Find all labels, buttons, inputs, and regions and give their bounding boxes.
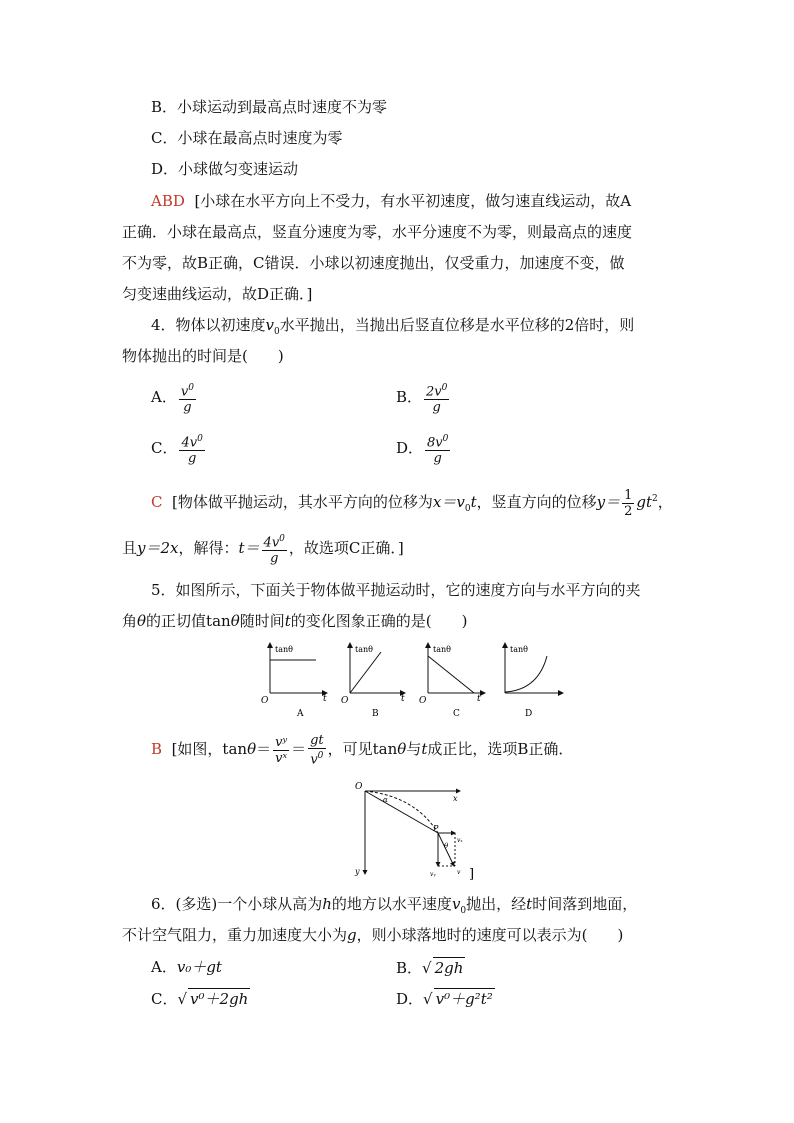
fraction: $\frac{v^0}{g}$ [180,382,194,416]
q5-stem-line1: 5．如图所示，下面关于物体做平抛运动时，它的速度方向与水平方向的夹 [151,581,641,599]
svg-text:y: y [355,867,360,876]
q3-option-c: C．小球在最高点时速度为零 [151,129,343,147]
option-label: B． [396,388,423,406]
svg-text:t: t [401,694,405,704]
q4-stem-text: 4．物体以初速度 [151,316,266,334]
svg-text:tanθ: tanθ [355,645,373,654]
q6-option-c: C．√ v⁰＋2gh [151,990,249,1008]
q6-option-b: B．√ 2gh [396,959,464,977]
q4-option-c [151,427,207,469]
q4-stem-line2: 物体抛出的时间是( ) [122,347,284,365]
graph-d-label: D [525,709,533,719]
q6-stem-line1: 6．(多选)一个小球从高为h的地方以水平速度$v_0$抛出，经t时间落到地面， [151,895,638,916]
graph-d [505,643,563,719]
fraction: $\frac{4v^0}{g}$ [263,533,285,567]
sqrt-sign: √ [177,990,188,1008]
sqrt-sign: √ [423,990,433,1008]
q5-projectile-diagram [345,776,485,886]
svg-text:t: t [477,694,481,704]
option-label: D． [396,439,424,457]
q4-option-b [396,376,451,418]
option-label: C． [151,439,178,457]
q3-explanation-line4: 匀变速曲线运动，故D正确．] [122,285,313,303]
svg-text:O: O [355,782,363,792]
q5-answer: B [151,740,163,758]
graph-c [419,643,485,719]
svg-text:O: O [341,696,349,706]
svg-text:tanθ: tanθ [433,645,451,654]
q3-option-d: D．小球做匀变速运动 [151,160,299,178]
svg-text:]: ] [469,867,475,882]
q5-graph-options [255,638,575,728]
q4-option-a [151,376,198,418]
v-symbol: v [265,316,275,334]
q4-stem-line1 [151,315,634,342]
svg-text:P: P [433,824,439,833]
svg-text:x: x [453,794,458,803]
fraction: $\frac{2v^0}{g}$ [426,382,448,416]
svg-text:vₓ: vₓ [457,837,463,844]
svg-text:v: v [457,869,461,876]
fraction: $\frac{4v^0}{g}$ [181,433,203,467]
q4-option-d [396,427,452,469]
svg-text:t: t [323,694,327,704]
q6-option-d: D．√ v⁰＋g²t² [396,990,493,1008]
subscript-0: 0 [274,327,280,337]
fraction: $\frac{8v^0}{g}$ [427,433,449,467]
sqrt-sign: √ [422,959,432,977]
fraction: $\frac{gt}{v^0}$ [310,732,324,768]
svg-text:O: O [419,696,427,706]
q5-explanation: B [如图，tanθ＝ $\frac{\text{vʸ}}{\text{vˣ}}$ ＝ $\frac{gt}{v^0}$ ，可见tanθ与t成正比，选项B正确． [151,732,574,768]
svg-text:α: α [383,796,388,804]
subscript-0: 0 [464,504,471,514]
q4-answer: C [151,493,163,511]
graph-b-label: B [372,709,379,719]
fraction: $\frac{\text{vʸ}}{\text{vˣ}}$ [275,734,288,766]
q3-explanation-line3: 不为零，故B正确，C错误．小球以初速度抛出，仅受重力，加速度不变，做 [122,254,625,272]
q4-explanation-line2: 且y＝2x，解得：t＝ $\frac{4v^0}{g}$ ，故选项C正确．] [122,533,404,567]
q3-answer: ABD [151,192,185,210]
graph-b [341,643,405,719]
svg-text:θ: θ [444,842,449,850]
graph-a [261,643,327,719]
q4-explanation-line1: C [物体做平抛运动，其水平方向的位移为$x=v_0t$，竖直方向的位移y＝ $\frac{1}{2}$ $gt^2$， [151,487,673,519]
graph-a-label: A [297,709,304,719]
q3-explanation-line1 [151,191,631,211]
graph-c-label: C [453,709,460,719]
svg-text:tanθ: tanθ [510,645,528,654]
option-label: A． [151,388,177,406]
q3-exp1: [小球在水平方向上不受力，有水平初速度，做匀速直线运动，故A [194,192,632,210]
q5-stem-line2: 角θ的正切值tanθ随时间t的变化图象正确的是( ) [122,612,468,630]
q3-option-b: B．小球运动到最高点时速度不为零 [151,98,388,116]
svg-text:O: O [261,696,269,706]
q3-explanation-line2: 正确．小球在最高点，竖直分速度为零，水平分速度不为零，则最高点的速度 [122,223,633,241]
q4-stem-text2: 水平抛出，当抛出后竖直位移是水平位移的2倍时，则 [279,316,635,334]
fraction-half: $\frac{1}{2}$ [624,487,633,519]
q6-option-a: A．v₀＋gt [151,958,222,976]
graph-a-ylabel: tanθ [275,645,293,654]
svg-text:vᵧ: vᵧ [430,871,436,878]
q6-stem-line2: 不计空气阻力，重力加速度大小为g，则小球落地时的速度可以表示为( ) [122,926,624,944]
